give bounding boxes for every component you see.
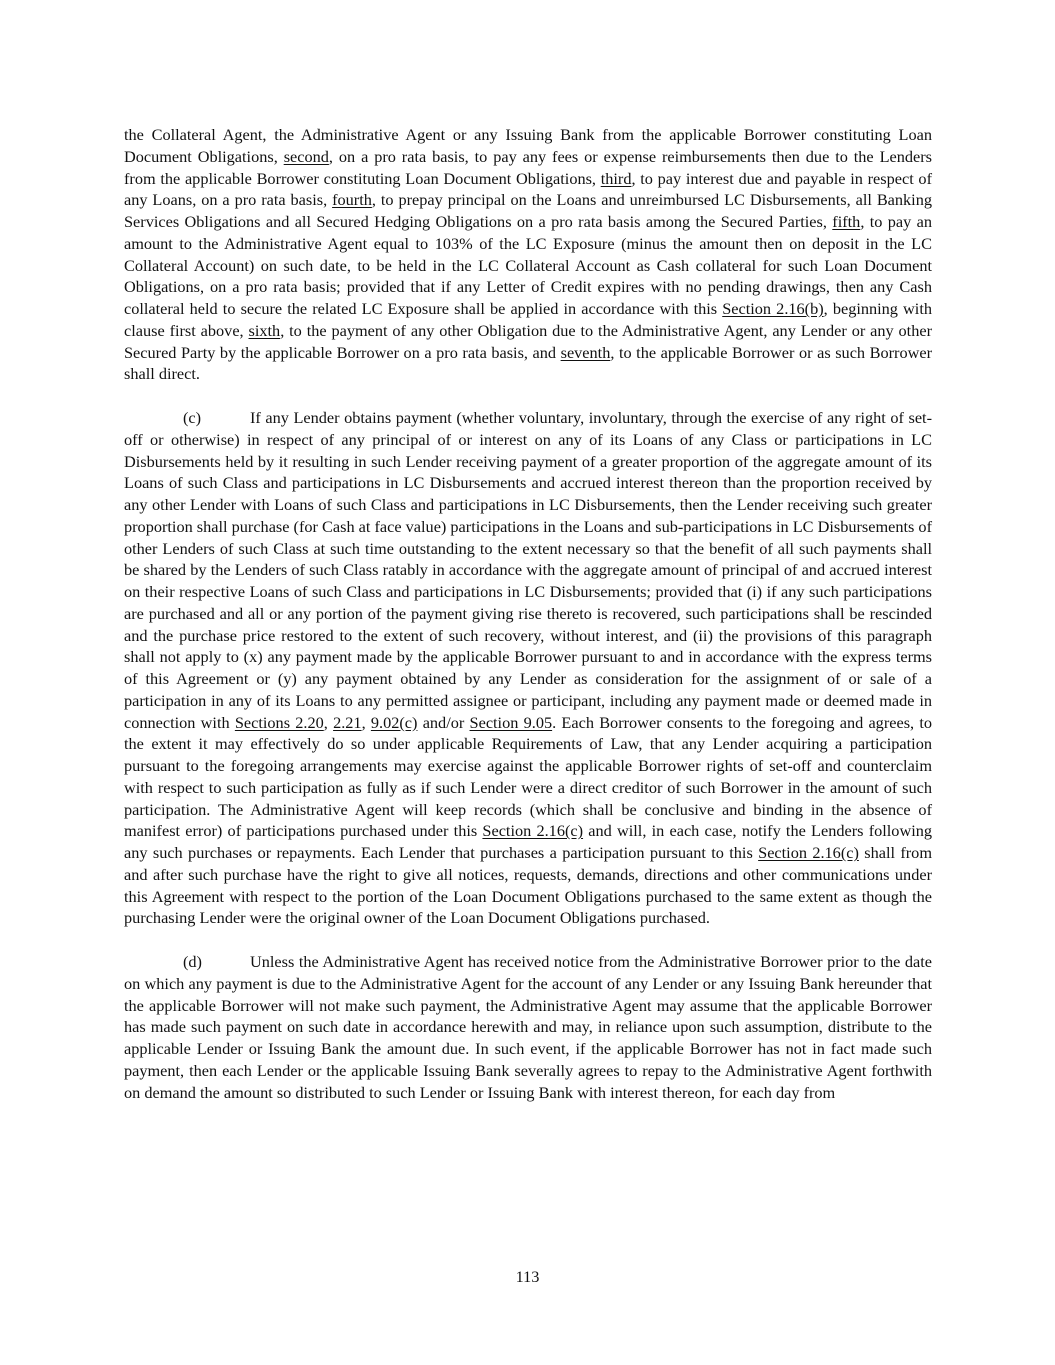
ordinal-fifth: fifth	[832, 212, 861, 231]
section-reference: Section 2.16(c)	[758, 843, 859, 862]
document-page	[124, 124, 932, 1103]
text-run: and/or	[417, 712, 470, 732]
section-reference: 9.02(c)	[370, 712, 418, 732]
section-reference: Section 2.16(c)	[482, 821, 584, 841]
ordinal-third: third	[600, 168, 632, 188]
text-run: , to pay interest due and payable in respect of any Loans, on a pro rata basis,	[124, 168, 932, 210]
text-run: the Collateral Agent, the Administrative Agent or any Issuing Bank from the applicable Borrower constituting Loan Document Obligations,	[124, 125, 932, 166]
text-run: , to the applicable Borrower or as such Borrower shall direct.	[124, 342, 933, 384]
page-number: 113	[515, 1267, 540, 1286]
text-run: Unless the Administrative Agent has received notice from the Administrative Borrower prior to the date on which any payment is due to the Administrative Agent for the account of any Lender or any Issuing Bank hereunder that the applicable Borrower will not make such payment, the Administrative Agent may assume that the applicable Borrower has made such payment on such date in accordance herewith and may, in reliance upon such assumption, distribute to the applicable Lender or Issuing Bank the amount due. In such event, if the applicable Borrower has not in fact made such payment, then each Lender or the applicable Issuing Bank severally agrees to repay to the Administrative Agent forthwith on demand the amount so distributed to such Lender or Issuing Bank with interest thereon, for each day from	[124, 952, 932, 1102]
text-run: and will, in each case, notify the Lenders following any such purchases or repayments. Each Lender that purchases a participation pursuant to this	[124, 821, 933, 862]
text-run: , to pay an amount to the Administrative Agent equal to 103% of the LC Exposure (minus the amount then on deposit in the LC Collateral Account) on such date, to be held in the LC Collateral Account as Cash collateral for such Loan Document Obligations, on a pro rata basis; provided that if any Letter of Credit expires with no pending drawings, then any Cash collateral held to secure the related LC Exposure shall be applied in accordance with this	[124, 212, 933, 318]
text-run: ,	[361, 712, 371, 732]
section-reference: Sections 2.20	[234, 712, 324, 732]
ordinal-seventh: seventh	[560, 342, 611, 362]
text-run: , beginning with clause first above,	[124, 299, 932, 340]
paragraph-label: (d)	[183, 952, 202, 971]
section-reference: Section 2.16(b)	[722, 299, 824, 318]
paragraph-b-continuation	[124, 124, 932, 385]
text-run: , on a pro rata basis, to pay any fees or expense reimbursements then due to the Lenders from the applicable Borrower constituting Loan Document Obligations,	[124, 146, 933, 188]
ordinal-second: second	[283, 146, 329, 166]
section-reference: Section 9.05	[469, 712, 553, 732]
text-run: , to prepay principal on the Loans and unreimbursed LC Disbursements, all Banking Services Obligations and all Secured Hedging Obligations on a pro rata basis among the Secured Parties,	[124, 190, 932, 231]
paragraph-c	[124, 407, 932, 929]
text-run: . Each Borrower consents to the foregoing and agrees, to the extent it may effectively do so under applicable Requirements of Law, that any Lender acquiring a participation pursuant to the foregoing arrangements may exercise against the applicable Borrower rights of set-off and counterclaim with respect to such participation as fully as if such Lender were a direct creditor of such Borrower in the amount of such participation. The Administrative Agent will keep records (which shall be conclusive and binding in the absence of manifest error) of participations purchased under this	[124, 712, 933, 841]
paragraph-d	[124, 951, 932, 1103]
text-run: , to the payment of any other Obligation due to the Administrative Agent, any Lender or any other Secured Party by the applicable Borrower on a pro rata basis, and	[124, 320, 932, 362]
text-run: If any Lender obtains payment (whether voluntary, involuntary, through the exercise of any right of set-off or otherwise) in respect of any principal of or interest on any of its Loans of any Class or participations in LC Disbursements held by it resulting in such Lender receiving payment of a greater proportion of the aggregate amount of its Loans of such Class and participations in LC Disbursements and accrued interest thereon than the proportion received by any other Lender with Loans of such Class and participations in LC Disbursements, then the Lender receiving such greater proportion shall purchase (for Cash at face value) participations in the Loans and sub-participations in LC Disbursements of other Lenders of such Class at such time outstanding to the extent necessary so that the benefit of all such payments shall be shared by the Lenders of such Class ratably in accordance with the aggregate amount of principal of and accrued interest on their respective Loans of such Class and participations in LC Disbursements; provided that (i) if any such participations are purchased and all or any portion of the payment giving rise thereto is recovered, such participations shall be rescinded and the purchase price restored to the extent of such recovery, without interest, and (ii) the provisions of this paragraph shall not apply to (x) any payment made by the applicable Borrower pursuant to and in accordance with the express terms of this Agreement or (y) any payment obtained by any Lender as consideration for the assignment of or sale of a participation in any of its Loans to any permitted assignee or participant, including any payment made or deemed made in connection with	[124, 408, 932, 732]
text-run: ,	[323, 712, 334, 732]
section-reference: 2.21	[333, 712, 362, 732]
ordinal-sixth: sixth	[248, 320, 281, 340]
text-run: shall from and after such purchase have the right to give all notices, requests, demands, directions and other communications under this Agreement with respect to the portion of the Loan Document Obligations purchased to the same extent as though the purchasing Lender were the original owner of the Loan Document Obligations purchased.	[124, 843, 932, 928]
ordinal-fourth: fourth	[332, 190, 372, 210]
paragraph-label: (c)	[183, 408, 202, 427]
